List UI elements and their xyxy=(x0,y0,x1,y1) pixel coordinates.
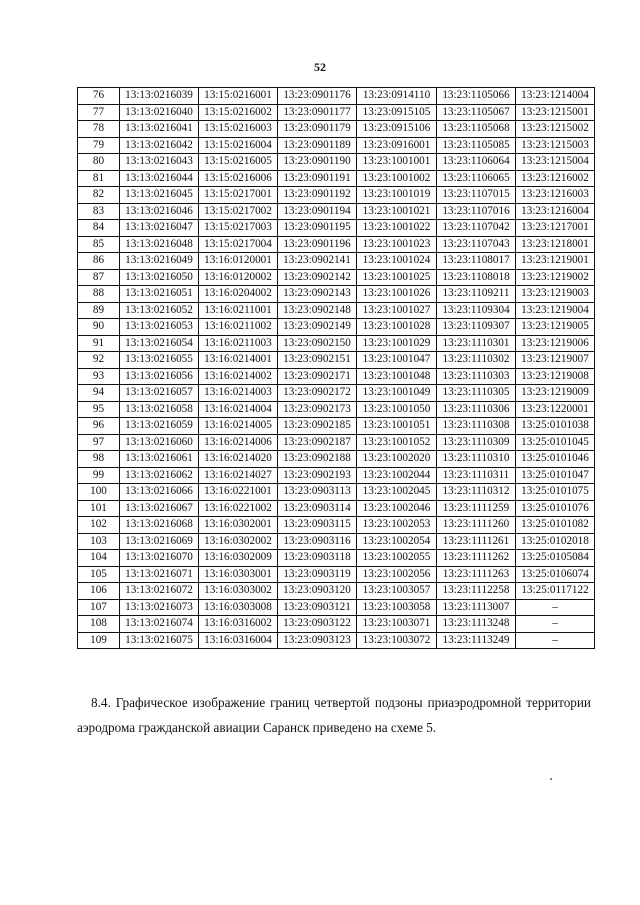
cadastral-number-cell: 13:25:0101047 xyxy=(516,467,595,484)
cadastral-number-cell: 13:13:0216040 xyxy=(120,104,199,121)
cadastral-number-cell: 13:16:0214020 xyxy=(199,451,278,468)
row-number-cell: 89 xyxy=(78,302,120,319)
cadastral-number-cell: 13:23:1001027 xyxy=(357,302,437,319)
row-number-cell: 108 xyxy=(78,616,120,633)
row-number-cell: 102 xyxy=(78,517,120,534)
row-number-cell: 82 xyxy=(78,187,120,204)
row-number-cell: 99 xyxy=(78,467,120,484)
cadastral-number-cell: 13:23:1001026 xyxy=(357,286,437,303)
cadastral-number-cell: 13:23:1106065 xyxy=(437,170,516,187)
cadastral-number-cell: 13:16:0211002 xyxy=(199,319,278,336)
row-number-cell: 107 xyxy=(78,599,120,616)
cadastral-number-cell: 13:13:0216057 xyxy=(120,385,199,402)
cadastral-number-cell: 13:23:1214004 xyxy=(516,88,595,105)
cadastral-number-cell: 13:16:0221001 xyxy=(199,484,278,501)
cadastral-number-cell: 13:23:0902185 xyxy=(278,418,357,435)
cadastral-number-cell: 13:23:0903115 xyxy=(278,517,357,534)
cadastral-number-cell: 13:23:1110302 xyxy=(437,352,516,369)
cadastral-number-cell: 13:25:0101038 xyxy=(516,418,595,435)
cadastral-number-cell: 13:13:0216056 xyxy=(120,368,199,385)
cadastral-number-cell: 13:23:0903113 xyxy=(278,484,357,501)
cadastral-number-cell: 13:23:0901179 xyxy=(278,121,357,138)
table-row xyxy=(78,632,595,649)
row-number-cell: 81 xyxy=(78,170,120,187)
cadastral-number-cell: 13:23:1217001 xyxy=(516,220,595,237)
table-row xyxy=(78,269,595,286)
cadastral-number-cell: 13:13:0216042 xyxy=(120,137,199,154)
cadastral-number-cell: 13:25:0102018 xyxy=(516,533,595,550)
row-number-cell: 106 xyxy=(78,583,120,600)
cadastral-number-cell: 13:23:1113249 xyxy=(437,632,516,649)
cadastral-number-cell: 13:16:0214004 xyxy=(199,401,278,418)
cadastral-number-cell: 13:15:0217002 xyxy=(199,203,278,220)
cadastral-number-cell: 13:23:1001029 xyxy=(357,335,437,352)
cadastral-number-cell: 13:23:0915106 xyxy=(357,121,437,138)
cadastral-number-cell: 13:23:1001024 xyxy=(357,253,437,270)
cadastral-number-cell: 13:23:1219001 xyxy=(516,253,595,270)
cadastral-number-cell: 13:23:0902141 xyxy=(278,253,357,270)
cadastral-number-cell: 13:23:1111262 xyxy=(437,550,516,567)
row-number-cell: 103 xyxy=(78,533,120,550)
cadastral-number-cell: 13:23:1002046 xyxy=(357,500,437,517)
row-number-cell: 80 xyxy=(78,154,120,171)
table-row xyxy=(78,302,595,319)
table-body xyxy=(78,88,595,649)
cadastral-number-cell: 13:16:0316002 xyxy=(199,616,278,633)
cadastral-number-cell: 13:23:1107043 xyxy=(437,236,516,253)
row-number-cell: 97 xyxy=(78,434,120,451)
cadastral-number-cell: 13:13:0216074 xyxy=(120,616,199,633)
cadastral-number-cell: 13:23:0901177 xyxy=(278,104,357,121)
cadastral-number-cell: 13:16:0214001 xyxy=(199,352,278,369)
row-number-cell: 79 xyxy=(78,137,120,154)
cadastral-number-cell: 13:23:0903123 xyxy=(278,632,357,649)
cadastral-number-cell: 13:23:1001021 xyxy=(357,203,437,220)
cadastral-number-cell: 13:13:0216068 xyxy=(120,517,199,534)
cadastral-number-cell: 13:23:0903118 xyxy=(278,550,357,567)
cadastral-number-cell: 13:23:1110301 xyxy=(437,335,516,352)
cadastral-number-cell: 13:16:0211003 xyxy=(199,335,278,352)
cadastral-number-cell: 13:23:0902188 xyxy=(278,451,357,468)
cadastral-number-cell: 13:13:0216053 xyxy=(120,319,199,336)
row-number-cell: 94 xyxy=(78,385,120,402)
cadastral-number-cell: 13:23:1112258 xyxy=(437,583,516,600)
cadastral-number-cell: 13:23:1002056 xyxy=(357,566,437,583)
cadastral-number-cell: 13:23:1003071 xyxy=(357,616,437,633)
cadastral-number-cell: 13:16:0214003 xyxy=(199,385,278,402)
cadastral-number-cell: 13:13:0216069 xyxy=(120,533,199,550)
cadastral-number-cell: 13:23:0901195 xyxy=(278,220,357,237)
table-row xyxy=(78,583,595,600)
cadastral-number-cell: 13:23:1219004 xyxy=(516,302,595,319)
cadastral-number-cell: 13:15:0216004 xyxy=(199,137,278,154)
table-row xyxy=(78,566,595,583)
cadastral-number-cell: 13:23:1219007 xyxy=(516,352,595,369)
cadastral-number-cell: 13:25:0101082 xyxy=(516,517,595,534)
cadastral-number-cell: – xyxy=(516,632,595,649)
table-row xyxy=(78,368,595,385)
cadastral-number-cell: 13:13:0216043 xyxy=(120,154,199,171)
cadastral-number-cell: 13:23:1106064 xyxy=(437,154,516,171)
cadastral-number-cell: 13:16:0211001 xyxy=(199,302,278,319)
cadastral-number-cell: 13:23:1107015 xyxy=(437,187,516,204)
cadastral-number-cell: 13:23:1105085 xyxy=(437,137,516,154)
cadastral-number-cell: 13:23:1105068 xyxy=(437,121,516,138)
table-row xyxy=(78,319,595,336)
cadastral-number-cell: 13:13:0216072 xyxy=(120,583,199,600)
cadastral-number-cell: 13:16:0302001 xyxy=(199,517,278,534)
cadastral-number-cell: 13:23:0901189 xyxy=(278,137,357,154)
cadastral-number-cell: 13:13:0216049 xyxy=(120,253,199,270)
table-row xyxy=(78,170,595,187)
cadastral-number-cell: 13:13:0216067 xyxy=(120,500,199,517)
cadastral-number-cell: 13:13:0216071 xyxy=(120,566,199,583)
row-number-cell: 83 xyxy=(78,203,120,220)
cadastral-numbers-table xyxy=(77,87,595,649)
table-row xyxy=(78,286,595,303)
cadastral-number-cell: 13:23:0914110 xyxy=(357,88,437,105)
cadastral-number-cell: 13:23:0902172 xyxy=(278,385,357,402)
cadastral-number-cell: 13:23:0901194 xyxy=(278,203,357,220)
row-number-cell: 101 xyxy=(78,500,120,517)
cadastral-number-cell: 13:15:0216002 xyxy=(199,104,278,121)
cadastral-number-cell: 13:13:0216052 xyxy=(120,302,199,319)
cadastral-number-cell: 13:13:0216046 xyxy=(120,203,199,220)
cadastral-number-cell: 13:16:0214002 xyxy=(199,368,278,385)
table-row xyxy=(78,533,595,550)
cadastral-number-cell: 13:23:1108018 xyxy=(437,269,516,286)
cadastral-number-cell: 13:23:0901176 xyxy=(278,88,357,105)
cadastral-number-cell: 13:23:1001047 xyxy=(357,352,437,369)
cadastral-number-cell: 13:23:1001048 xyxy=(357,368,437,385)
cadastral-number-cell: 13:23:0903119 xyxy=(278,566,357,583)
table-row xyxy=(78,253,595,270)
cadastral-number-cell: 13:16:0303002 xyxy=(199,583,278,600)
cadastral-number-cell: 13:23:1111261 xyxy=(437,533,516,550)
cadastral-number-cell: 13:23:1002045 xyxy=(357,484,437,501)
page-number: 52 xyxy=(314,60,326,74)
cadastral-number-cell: 13:23:0915105 xyxy=(357,104,437,121)
cadastral-number-cell: 13:23:1219002 xyxy=(516,269,595,286)
cadastral-number-cell: 13:13:0216048 xyxy=(120,236,199,253)
cadastral-number-cell: 13:23:0902187 xyxy=(278,434,357,451)
cadastral-number-cell: 13:25:0101076 xyxy=(516,500,595,517)
cadastral-number-cell: 13:23:1111259 xyxy=(437,500,516,517)
cadastral-number-cell: 13:16:0214005 xyxy=(199,418,278,435)
row-number-cell: 86 xyxy=(78,253,120,270)
row-number-cell: 91 xyxy=(78,335,120,352)
cadastral-number-cell: 13:23:1110303 xyxy=(437,368,516,385)
cadastral-number-cell: 13:23:0902151 xyxy=(278,352,357,369)
row-number-cell: 84 xyxy=(78,220,120,237)
cadastral-number-cell: 13:23:1110306 xyxy=(437,401,516,418)
cadastral-number-cell: 13:23:0901196 xyxy=(278,236,357,253)
table-row xyxy=(78,418,595,435)
cadastral-number-cell: 13:13:0216050 xyxy=(120,269,199,286)
cadastral-number-cell: 13:16:0303001 xyxy=(199,566,278,583)
cadastral-number-cell: 13:23:1002053 xyxy=(357,517,437,534)
cadastral-number-cell: 13:23:1002054 xyxy=(357,533,437,550)
cadastral-number-cell: 13:23:1219009 xyxy=(516,385,595,402)
cadastral-number-cell: 13:23:1216002 xyxy=(516,170,595,187)
cadastral-number-cell: 13:13:0216055 xyxy=(120,352,199,369)
cadastral-number-cell: 13:13:0216054 xyxy=(120,335,199,352)
scan-dot-mark xyxy=(550,778,552,780)
row-number-cell: 104 xyxy=(78,550,120,567)
cadastral-number-cell: 13:13:0216041 xyxy=(120,121,199,138)
cadastral-number-cell: 13:16:0214027 xyxy=(199,467,278,484)
row-number-cell: 93 xyxy=(78,368,120,385)
cadastral-number-cell: 13:23:1215001 xyxy=(516,104,595,121)
cadastral-number-cell: 13:23:0902171 xyxy=(278,368,357,385)
cadastral-number-cell: 13:23:1113248 xyxy=(437,616,516,633)
cadastral-number-cell: 13:13:0216047 xyxy=(120,220,199,237)
row-number-cell: 100 xyxy=(78,484,120,501)
cadastral-number-cell: 13:13:0216062 xyxy=(120,467,199,484)
cadastral-number-cell: 13:13:0216060 xyxy=(120,434,199,451)
cadastral-number-cell: 13:15:0216003 xyxy=(199,121,278,138)
cadastral-number-cell: 13:23:1113007 xyxy=(437,599,516,616)
table-row xyxy=(78,434,595,451)
cadastral-number-cell: 13:23:0901190 xyxy=(278,154,357,171)
cadastral-number-cell: 13:13:0216058 xyxy=(120,401,199,418)
cadastral-number-cell: 13:16:0221002 xyxy=(199,500,278,517)
cadastral-number-cell: 13:23:1219003 xyxy=(516,286,595,303)
row-number-cell: 96 xyxy=(78,418,120,435)
row-number-cell: 76 xyxy=(78,88,120,105)
row-number-cell: 98 xyxy=(78,451,120,468)
table-row xyxy=(78,203,595,220)
cadastral-number-cell: 13:13:0216059 xyxy=(120,418,199,435)
table-row xyxy=(78,352,595,369)
cadastral-number-cell: 13:23:1109304 xyxy=(437,302,516,319)
row-number-cell: 92 xyxy=(78,352,120,369)
cadastral-number-cell: 13:23:1111263 xyxy=(437,566,516,583)
cadastral-number-cell: 13:23:0901192 xyxy=(278,187,357,204)
cadastral-number-cell: 13:16:0302002 xyxy=(199,533,278,550)
cadastral-number-cell: 13:23:1109307 xyxy=(437,319,516,336)
table-row xyxy=(78,517,595,534)
cadastral-number-cell: 13:23:1110311 xyxy=(437,467,516,484)
cadastral-number-cell: 13:23:1003058 xyxy=(357,599,437,616)
table-row xyxy=(78,121,595,138)
row-number-cell: 105 xyxy=(78,566,120,583)
table-row xyxy=(78,616,595,633)
cadastral-number-cell: 13:23:1001019 xyxy=(357,187,437,204)
cadastral-number-cell: 13:13:0216075 xyxy=(120,632,199,649)
cadastral-number-cell: 13:23:1109211 xyxy=(437,286,516,303)
cadastral-number-cell: 13:23:0903122 xyxy=(278,616,357,633)
table-row xyxy=(78,451,595,468)
cadastral-number-cell: 13:25:0106074 xyxy=(516,566,595,583)
cadastral-number-cell: 13:23:0916001 xyxy=(357,137,437,154)
cadastral-number-cell: 13:23:1002055 xyxy=(357,550,437,567)
row-number-cell: 88 xyxy=(78,286,120,303)
row-number-cell: 95 xyxy=(78,401,120,418)
row-number-cell: 85 xyxy=(78,236,120,253)
table-row xyxy=(78,187,595,204)
table-row xyxy=(78,88,595,105)
table-row xyxy=(78,401,595,418)
cadastral-number-cell: 13:23:1001002 xyxy=(357,170,437,187)
cadastral-number-cell: 13:25:0105084 xyxy=(516,550,595,567)
cadastral-number-cell: 13:23:1108017 xyxy=(437,253,516,270)
row-number-cell: 87 xyxy=(78,269,120,286)
cadastral-number-cell: 13:15:0217001 xyxy=(199,187,278,204)
cadastral-number-cell: 13:16:0120001 xyxy=(199,253,278,270)
cadastral-number-cell: 13:23:1002044 xyxy=(357,467,437,484)
cadastral-number-cell: 13:23:1001050 xyxy=(357,401,437,418)
cadastral-number-cell: 13:23:1001025 xyxy=(357,269,437,286)
cadastral-number-cell: 13:23:1001049 xyxy=(357,385,437,402)
cadastral-number-cell: 13:23:0901191 xyxy=(278,170,357,187)
cadastral-number-cell: 13:23:0902148 xyxy=(278,302,357,319)
cadastral-number-cell: 13:15:0216001 xyxy=(199,88,278,105)
cadastral-number-cell: 13:23:0903116 xyxy=(278,533,357,550)
table-row xyxy=(78,335,595,352)
cadastral-number-cell: 13:25:0101075 xyxy=(516,484,595,501)
cadastral-number-cell: 13:23:1218001 xyxy=(516,236,595,253)
table-row xyxy=(78,500,595,517)
cadastral-number-cell: 13:13:0216039 xyxy=(120,88,199,105)
cadastral-number-cell: 13:23:0902193 xyxy=(278,467,357,484)
table-row xyxy=(78,154,595,171)
cadastral-number-cell: 13:15:0217004 xyxy=(199,236,278,253)
cadastral-number-cell: 13:15:0217003 xyxy=(199,220,278,237)
cadastral-number-cell: 13:23:1220001 xyxy=(516,401,595,418)
cadastral-number-cell: 13:23:1110312 xyxy=(437,484,516,501)
table-row xyxy=(78,220,595,237)
row-number-cell: 78 xyxy=(78,121,120,138)
cadastral-number-cell: 13:13:0216051 xyxy=(120,286,199,303)
cadastral-number-cell: 13:23:1110305 xyxy=(437,385,516,402)
row-number-cell: 109 xyxy=(78,632,120,649)
cadastral-number-cell: 13:23:1215004 xyxy=(516,154,595,171)
cadastral-number-cell: 13:23:0903121 xyxy=(278,599,357,616)
cadastral-number-cell: 13:23:1219005 xyxy=(516,319,595,336)
cadastral-number-cell: 13:23:0902142 xyxy=(278,269,357,286)
cadastral-number-cell: 13:23:1001052 xyxy=(357,434,437,451)
cadastral-number-cell: 13:23:1216003 xyxy=(516,187,595,204)
cadastral-number-cell: 13:23:0903120 xyxy=(278,583,357,600)
table-row xyxy=(78,467,595,484)
cadastral-number-cell: 13:23:1110310 xyxy=(437,451,516,468)
table-row xyxy=(78,385,595,402)
cadastral-number-cell: 13:23:1110309 xyxy=(437,434,516,451)
cadastral-number-cell: 13:23:1001022 xyxy=(357,220,437,237)
cadastral-number-cell: – xyxy=(516,599,595,616)
cadastral-number-cell: 13:23:1216004 xyxy=(516,203,595,220)
cadastral-number-cell: 13:13:0216073 xyxy=(120,599,199,616)
section-paragraph: 8.4. Графическое изображение границ четвертой подзоны приаэродромной территории аэродрома гражданской авиации Саранск приведено на схеме 5. xyxy=(77,695,591,735)
cadastral-number-cell: 13:13:0216070 xyxy=(120,550,199,567)
cadastral-number-cell: – xyxy=(516,616,595,633)
cadastral-number-cell: 13:23:1219008 xyxy=(516,368,595,385)
cadastral-number-cell: 13:23:1105066 xyxy=(437,88,516,105)
row-number-cell: 77 xyxy=(78,104,120,121)
cadastral-number-cell: 13:13:0216061 xyxy=(120,451,199,468)
cadastral-number-cell: 13:16:0316004 xyxy=(199,632,278,649)
cadastral-number-cell: 13:23:1107042 xyxy=(437,220,516,237)
cadastral-number-cell: 13:23:1111260 xyxy=(437,517,516,534)
cadastral-number-cell: 13:16:0120002 xyxy=(199,269,278,286)
cadastral-number-cell: 13:23:0903114 xyxy=(278,500,357,517)
cadastral-number-cell: 13:16:0302009 xyxy=(199,550,278,567)
table-row xyxy=(78,599,595,616)
cadastral-number-cell: 13:23:1001023 xyxy=(357,236,437,253)
cadastral-number-cell: 13:16:0214006 xyxy=(199,434,278,451)
cadastral-number-cell: 13:16:0204002 xyxy=(199,286,278,303)
cadastral-number-cell: 13:23:1110308 xyxy=(437,418,516,435)
cadastral-number-cell: 13:23:1003072 xyxy=(357,632,437,649)
cadastral-number-cell: 13:23:1001028 xyxy=(357,319,437,336)
table-row xyxy=(78,550,595,567)
cadastral-number-cell: 13:13:0216045 xyxy=(120,187,199,204)
cadastral-number-cell: 13:23:1105067 xyxy=(437,104,516,121)
cadastral-number-cell: 13:13:0216066 xyxy=(120,484,199,501)
cadastral-number-cell: 13:15:0216005 xyxy=(199,154,278,171)
table-row xyxy=(78,137,595,154)
cadastral-number-cell: 13:23:1001001 xyxy=(357,154,437,171)
cadastral-number-cell: 13:15:0216006 xyxy=(199,170,278,187)
cadastral-number-cell: 13:23:1003057 xyxy=(357,583,437,600)
cadastral-number-cell: 13:23:1219006 xyxy=(516,335,595,352)
cadastral-number-cell: 13:13:0216044 xyxy=(120,170,199,187)
table-row xyxy=(78,104,595,121)
cadastral-number-cell: 13:23:0902149 xyxy=(278,319,357,336)
cadastral-number-cell: 13:23:1215003 xyxy=(516,137,595,154)
cadastral-number-cell: 13:23:0902143 xyxy=(278,286,357,303)
row-number-cell: 90 xyxy=(78,319,120,336)
cadastral-number-cell: 13:16:0303008 xyxy=(199,599,278,616)
table-row xyxy=(78,484,595,501)
cadastral-number-cell: 13:23:1107016 xyxy=(437,203,516,220)
cadastral-number-cell: 13:23:1001051 xyxy=(357,418,437,435)
cadastral-number-cell: 13:23:1215002 xyxy=(516,121,595,138)
cadastral-number-cell: 13:23:1002020 xyxy=(357,451,437,468)
cadastral-number-cell: 13:23:0902150 xyxy=(278,335,357,352)
cadastral-number-cell: 13:25:0101046 xyxy=(516,451,595,468)
cadastral-number-cell: 13:25:0101045 xyxy=(516,434,595,451)
cadastral-number-cell: 13:23:0902173 xyxy=(278,401,357,418)
table-row xyxy=(78,236,595,253)
cadastral-number-cell: 13:25:0117122 xyxy=(516,583,595,600)
